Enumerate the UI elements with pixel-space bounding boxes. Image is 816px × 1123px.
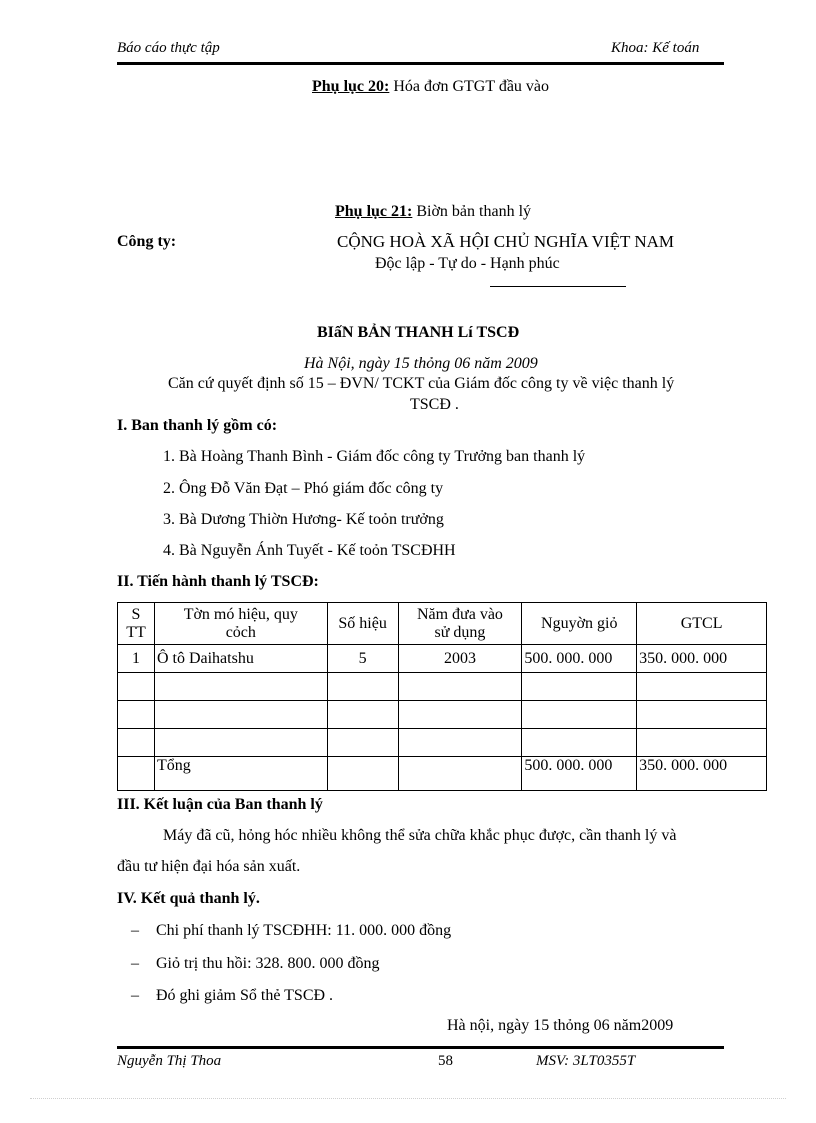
result-item: Đó ghi giảm Sổ thẻ TSCĐ . — [156, 987, 334, 1004]
appendix-21-label: Phụ lục 21: — [335, 203, 413, 220]
document-date: Hà Nội, ngày 15 thỏng 06 năm 2009 — [304, 355, 538, 372]
bullet-dash: – — [131, 955, 139, 972]
cell-stt — [118, 701, 155, 729]
table-row — [118, 701, 767, 729]
section-4-heading: IV. Kết quả thanh lý. — [117, 890, 260, 907]
cell-name — [154, 673, 327, 701]
cell-total-label: Tổng — [154, 757, 327, 791]
member-item: 3. Bà Dương Thiờn Hương- Kế toỏn trưởng — [163, 511, 444, 528]
national-title: CỘNG HOÀ XÃ HỘI CHỦ NGHĨA VIỆT NAM — [337, 232, 675, 251]
cell-cost — [522, 701, 637, 729]
col-header-name: Tờn mó hiệu, quy cỏch — [154, 603, 327, 645]
table-row — [118, 673, 767, 701]
cell-code — [327, 757, 398, 791]
document-title: BIấN BẢN THANH Lí TSCĐ — [317, 324, 520, 341]
cell-year: 2003 — [398, 645, 522, 673]
header-right: Khoa: Kế toán — [611, 40, 700, 56]
cell-name — [154, 701, 327, 729]
basis-line-1: Căn cứ quyết định số 15 – ĐVN/ TCKT của Giám đốc công ty về việc thanh lý — [168, 375, 675, 392]
col-header-code: Số hiệu — [327, 603, 398, 645]
cell-name — [154, 729, 327, 757]
appendix-20-text: Hóa đơn GTGT đầu vào — [389, 78, 550, 95]
section-3-heading: III. Kết luận của Ban thanh lý — [117, 796, 323, 813]
appendix-20-title — [312, 78, 549, 96]
footer-student-id: MSV: 3LT0355T — [536, 1053, 636, 1069]
cell-cost — [522, 673, 637, 701]
result-item: Giỏ trị thu hồi: 328. 800. 000 đồng — [156, 955, 380, 972]
cell-stt — [118, 757, 155, 791]
company-label: Công ty: — [117, 233, 177, 250]
col-header-year: Năm đưa vào sử dụng — [398, 603, 522, 645]
cell-cost — [522, 729, 637, 757]
col-header-cost: Nguyờn giỏ — [522, 603, 637, 645]
cell-code — [327, 701, 398, 729]
member-item: 2. Ông Đỗ Văn Đạt – Phó giám đốc công ty — [163, 480, 444, 497]
cell-code — [327, 729, 398, 757]
header-rule — [117, 62, 724, 65]
cell-gtcl — [637, 701, 767, 729]
member-item: 1. Bà Hoàng Thanh Bình - Giám đốc công ty Trưởng ban thanh lý — [163, 448, 586, 465]
table-row — [118, 645, 767, 673]
cell-stt — [118, 729, 155, 757]
footer-author: Nguyễn Thị Thoa — [117, 1053, 222, 1069]
cell-code: 5 — [327, 645, 398, 673]
conclusion-line-1: Máy đã cũ, hỏng hóc nhiều không thể sửa chữa khắc phục được, cần thanh lý và — [163, 827, 677, 844]
cell-gtcl: 350. 000. 000 — [637, 645, 767, 673]
liquidation-table — [117, 602, 767, 791]
cell-stt: 1 — [118, 645, 155, 673]
cell-stt — [118, 673, 155, 701]
cell-gtcl — [637, 729, 767, 757]
header-left: Báo cáo thực tập — [117, 40, 220, 56]
cell-cost: 500. 000. 000 — [522, 645, 637, 673]
cell-total-gtcl: 350. 000. 000 — [637, 757, 767, 791]
cell-year — [398, 757, 522, 791]
appendix-21-title — [335, 203, 531, 221]
conclusion-line-2: đầu tư hiện đại hóa sản xuất. — [117, 858, 301, 875]
cell-name: Ô tô Daihatshu — [154, 645, 327, 673]
result-item: Chi phí thanh lý TSCĐHH: 11. 000. 000 đồng — [156, 922, 452, 939]
section-2-heading: II. Tiến hành thanh lý TSCĐ: — [117, 573, 319, 590]
cell-gtcl — [637, 673, 767, 701]
section-1-heading: I. Ban thanh lý gồm có: — [117, 417, 278, 434]
table-header-row — [118, 603, 767, 645]
bullet-dash: – — [131, 922, 139, 939]
signature-date: Hà nội, ngày 15 thỏng 06 năm2009 — [447, 1017, 674, 1034]
cell-code — [327, 673, 398, 701]
col-header-stt: S TT — [118, 603, 155, 645]
cell-total-cost: 500. 000. 000 — [522, 757, 637, 791]
cell-year — [398, 673, 522, 701]
motto-underline — [490, 286, 626, 287]
footer-rule — [117, 1046, 724, 1049]
page-bottom-dotted-line — [30, 1098, 786, 1099]
footer-page-number: 58 — [438, 1053, 453, 1069]
appendix-21-text: Biờn bản thanh lý — [412, 203, 532, 220]
table-total-row — [118, 757, 767, 791]
cell-year — [398, 701, 522, 729]
national-motto: Độc lập - Tự do - Hạnh phúc — [375, 255, 560, 272]
bullet-dash: – — [131, 987, 139, 1004]
col-header-gtcl: GTCL — [637, 603, 767, 645]
cell-year — [398, 729, 522, 757]
table-row — [118, 729, 767, 757]
member-item: 4. Bà Nguyễn Ánh Tuyết - Kế toỏn TSCĐHH — [163, 542, 456, 559]
appendix-20-label: Phụ lục 20: — [312, 78, 390, 95]
basis-line-2: TSCĐ . — [410, 396, 459, 413]
